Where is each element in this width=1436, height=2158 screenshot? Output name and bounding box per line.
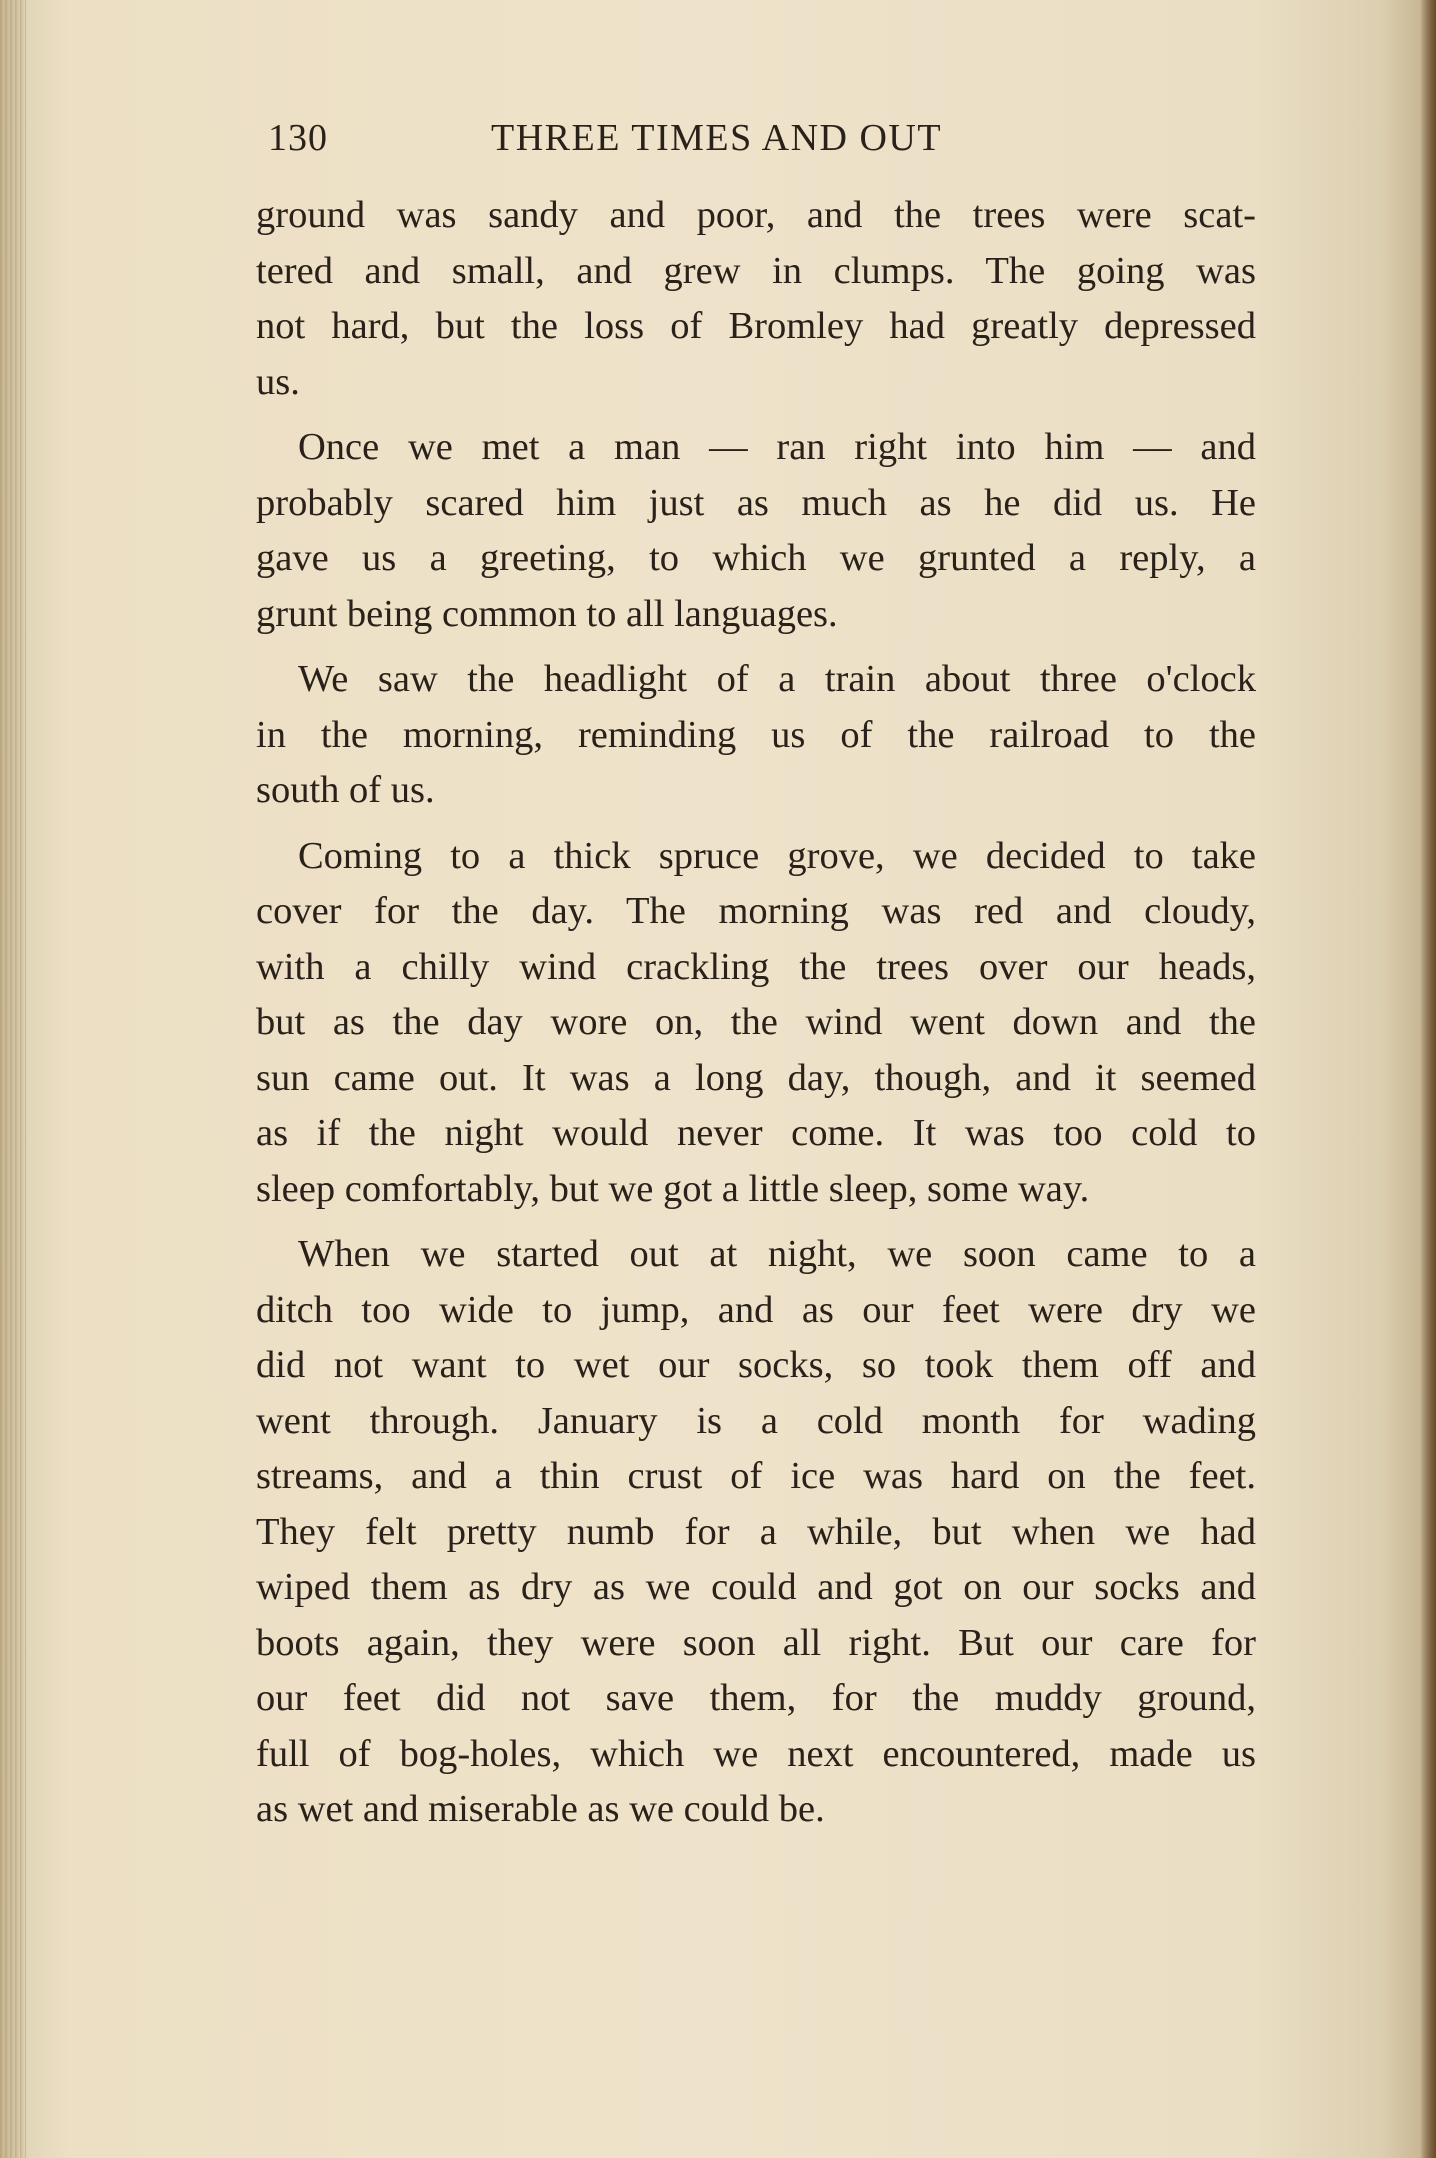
running-head: [268, 116, 1068, 166]
paragraph: [256, 420, 1256, 642]
text-line: south of us.: [256, 769, 435, 811]
paragraph: [256, 652, 1256, 819]
text-line: as if the night would never come. It was too cold to: [256, 1112, 1256, 1154]
text-line: full of bog-holes, which we next encountered, made us: [256, 1732, 1256, 1775]
text-line: did not want to wet our socks, so took them off and: [256, 1344, 1256, 1386]
text-line: cover for the day. The morning was red and cloudy,: [256, 890, 1256, 932]
text-line: sleep comfortably, but we got a little sleep, some way.: [256, 1167, 1090, 1210]
text-line: went through. January is a cold month for wading: [256, 1399, 1256, 1442]
body-text: [256, 188, 1256, 1848]
text-line: We saw the headlight of a train about three o'clock: [298, 658, 1256, 700]
running-title: THREE TIMES AND OUT: [491, 117, 943, 159]
text-line: in the morning, reminding us of the railroad to the: [256, 713, 1256, 756]
page-number: 130: [268, 117, 328, 159]
text-line: as wet and miserable as we could be.: [256, 1788, 825, 1830]
text-line: When we started out at night, we soon came to a: [298, 1233, 1256, 1275]
text-line: boots again, they were soon all right. But our care for: [256, 1621, 1256, 1664]
text-line: gave us a greeting, to which we grunted a reply, a: [256, 537, 1256, 579]
text-line: Once we met a man — ran right into him — and: [298, 426, 1256, 468]
paragraph: [256, 188, 1256, 410]
text-line: They felt pretty numb for a while, but when we had: [256, 1510, 1256, 1553]
text-line: ground was sandy and poor, and the trees were scat-: [256, 194, 1256, 236]
paragraph: [256, 1227, 1256, 1838]
text-line: us.: [256, 360, 300, 403]
paragraph: [256, 829, 1256, 1218]
text-line: sun came out. It was a long day, though, and it seemed: [256, 1056, 1256, 1099]
text-line: ditch too wide to jump, and as our feet were dry we: [256, 1288, 1256, 1331]
text-line: probably scared him just as much as he did us. He: [256, 481, 1256, 524]
text-line: our feet did not save them, for the muddy ground,: [256, 1677, 1256, 1719]
text-line: grunt being common to all languages.: [256, 592, 838, 635]
text-line: not hard, but the loss of Bromley had greatly depressed: [256, 305, 1256, 347]
text-line: Coming to a thick spruce grove, we decided to take: [298, 834, 1256, 877]
text-line: but as the day wore on, the wind went down and the: [256, 1001, 1256, 1043]
text-line: wiped them as dry as we could and got on our socks and: [256, 1566, 1256, 1608]
text-line: with a chilly wind crackling the trees over our heads,: [256, 945, 1256, 988]
text-line: tered and small, and grew in clumps. The going was: [256, 249, 1256, 292]
text-line: streams, and a thin crust of ice was hard on the feet.: [256, 1455, 1256, 1497]
